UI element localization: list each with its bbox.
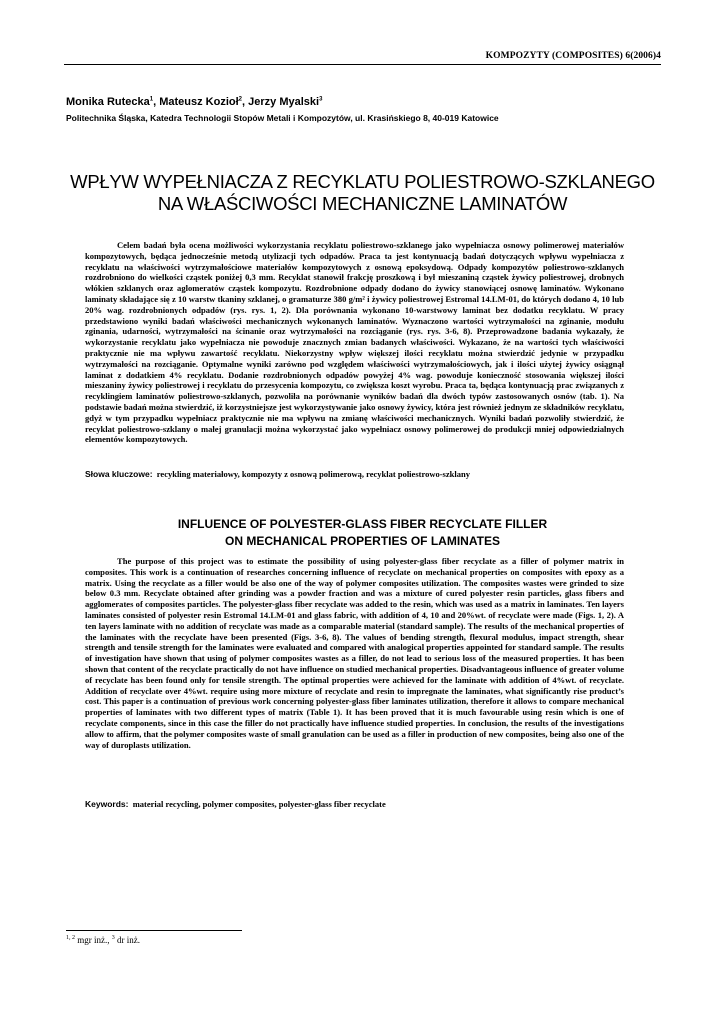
footnote-sup-1: 1, 2 bbox=[66, 935, 75, 941]
author-sup: 3 bbox=[319, 96, 323, 103]
author-name: Monika Rutecka bbox=[66, 96, 150, 108]
author-sup: 2 bbox=[238, 96, 243, 103]
keywords-english-label: Keywords: bbox=[85, 799, 129, 809]
keywords-english bbox=[85, 799, 624, 809]
title-polish bbox=[64, 171, 661, 215]
title-english-line1: INFLUENCE OF POLYESTER-GLASS FIBER RECYCLATE FILLER bbox=[177, 517, 548, 531]
abstract-polish bbox=[85, 240, 624, 445]
footnote bbox=[66, 935, 140, 945]
footnote-text-1: mgr inż., bbox=[75, 935, 112, 945]
abstract-english bbox=[85, 556, 624, 750]
title-polish-line2: NA WŁAŚCIWOŚCI MECHANICZNE LAMINATÓW bbox=[157, 193, 568, 214]
journal-header: KOMPOZYTY (COMPOSITES) 6(2006)4 bbox=[485, 51, 661, 61]
footnote-rule bbox=[66, 930, 242, 931]
author-name: Mateusz Kozioł bbox=[159, 96, 239, 108]
author-sup: 1 bbox=[149, 96, 154, 103]
keywords-english-text: material recycling, polymer composites, polyester-glass fiber recyclate bbox=[132, 799, 386, 809]
header-rule bbox=[64, 64, 661, 65]
keywords-polish-label: Słowa kluczowe: bbox=[85, 469, 153, 479]
keywords-polish bbox=[85, 469, 624, 479]
abstract-english-text: The purpose of this project was to estimate the possibility of using polyester-glass fiber recyclate as a filler of polymer matrix in composites. This work is a continuation of researches concerning influence of recyclate on mechanical properties on composites with epoxy as a matrix. Using the recyclate as a filler would be also one of the way of polymer composites utilization. The composites wastes were grinded to size below 0.3 mm. Recyclate obtained after grinding was a powder fraction and was a mixture of cured polyester resin particles, glass fibers and agglomerates of composites particles. The polyester-glass fiber recyclate was added to the resin, which was used as a matrix in laminates. Ten layers laminates consisted of polyester resin Estromal 14.LM-01 and glass fabric, with addition of 4, 10 and 20%wt. of recyclate were made (Figs. 1, 2). A ten layers laminate with no addition of recyclate was made as a comparable material (standard sample). The results of the mechanical properties of the laminates with the recyclate have been presented (Figs. 3-6, 8). The values of bending strength, flexural modulus, impact strength, shear strength and tensile strength for the laminates were evaluated and compared with analogical properties appointed for standard sample. The results of investigation have shown that using of polymer composites wastes as a filler, do not lead to serious loss of the measured properties. It has been shown that content of the recyclate practically do not have influence on studied mechanical properties. Disadvantageous influence of greater volume of recyclate has been found only for tensile strength. The optimal properties were achieved for the laminate with addition of 4%wt. of recyclate. Addition of recyclate over 4%wt. require using more mixture of recyclate and resin to impregnate the laminates, what significantly rise product’s cost. This paper is a continuation of previous work concerning polyester-glass fiber laminates utilization, therefore it allows to compare mechanical properties of laminates with two different types of matrix (Table 1). It has been proved that it is much favourable using resin which is one of recyclate components, since in this case the filler do not practically have influence studied properties. In conclusion, the results of the investigations allow to affirm, that the polymer composites waste of small granulation can be used as a filler in production of new composites, being also one of the way of duroplasts utilization. bbox=[85, 556, 624, 750]
title-english bbox=[64, 516, 661, 550]
affiliation: Politechnika Śląska, Katedra Technologii Stopów Metali i Kompozytów, ul. Krasińskiego 8, 40-019 Katowice bbox=[66, 113, 499, 123]
keywords-polish-text: recykling materiałowy, kompozyty z osnową polimerową, recyklat poliestrowo-szklany bbox=[156, 469, 470, 479]
abstract-polish-text: Celem badań była ocena możliwości wykorzystania recyklatu poliestrowo-szklanego jako wypełniacza osnowy polimerowej materiałów kompozytowych, będąca jednocześnie metodą utylizacji tych odpadów. Praca ta jest kontynuacją badań dotyczących wpływu wypełniacza z recyklatu na właściwości wytrzymałościowe materiałów kompozytowych z osnową epoksydową. Odpady kompozytów poliestrowo-szklanych rozdrobniono do wielkości cząstek poniżej 0,3 mm. Recyklat stanowił frakcję proszkową i był mieszaniną cząstek żywicy poliestrowej, drobnych włókien szklanych oraz aglomeratów cząstek kompozytu. Rozdrobnione odpady dodano do żywicy stanowiącej osnowę laminatów. Wykonano laminaty składające się z 10 warstw tkaniny szklanej, o gramaturze 380 g/m² i żywicy poliestrowej Estromal 14.LM-01, do których dodano 4, 10 lub 20% wag. rozdrobnionych odpadów (rys. rys. 1, 2). Dla porównania wykonano 10-warstwowy laminat bez dodatku recyklatu. W pracy przedstawiono wyniki badań właściwości mechanicznych wykonanych laminatów. Wyznaczono wartości wytrzymałości na zginanie, modułu zginania, udarności, wytrzymałości na ścinanie oraz wytrzymałości na rozciąganie (rys. rys. 3-6, 8). Przeprowadzone badania wykazały, że wykorzystanie recyklatu jako wypełniacza nie powoduje znacznych zmian badanych właściwości. Wykazano, że na wartości tych właściwości praktycznie nie ma wpływu zawartość recyklatu. Niekorzystny wpływ większej ilości recyklatu można stwierdzić jedynie w przypadku wytrzymałości na rozciąganie. Optymalne wyniki zarówno pod względem właściwości wytrzymałościowych, jak i ilości użytej żywicy osiągnął laminat z dodatkiem 4% recyklatu. Dodanie rozdrobnionych odpadów powyżej 4% wag. powoduje konieczność stosowania większej ilości mieszaniny żywicy poliestrowej i recyklatu do przesycenia kompozytu, co zwiększa koszt wyrobu. Praca ta, będąca kontynuacją prac związanych z recyklingiem laminatów poliestrowo-szklanych, pozwoliła na porównanie wyników badań dla dwóch typów zastosowanych osnów (tab. 1). Na podstawie badań można stwierdzić, iż korzystniejsze jest wykorzystywanie jako osnowy żywicy, która jest również jednym ze składników recyklatu, gdyż w tym przypadku wypełniacz praktycznie nie ma wpływu na zmianę właściwości mechanicznych. Wyniki badań pozwoliły stwierdzić, że recyklat poliestrowo-szklany o małej granulacji można wykorzystać jako wypełniacz osnowy polimerowej do produkcji mniej odpowiedzialnych elementów kompozytowych. bbox=[85, 240, 624, 445]
title-polish-line1: WPŁYW WYPEŁNIACZA Z RECYKLATU POLIESTROWO-SZKLANEGO bbox=[70, 171, 655, 192]
title-english-line2: ON MECHANICAL PROPERTIES OF LAMINATES bbox=[225, 534, 500, 548]
author-list: Monika Rutecka$^1$, Mateusz Kozioł$^2$, Jerzy Myalski$^3$ bbox=[66, 96, 323, 108]
author-name: Jerzy Myalski bbox=[248, 96, 320, 108]
footnote-text-2: dr inż. bbox=[114, 935, 140, 945]
footnote-sup-2: 3 bbox=[111, 935, 115, 941]
